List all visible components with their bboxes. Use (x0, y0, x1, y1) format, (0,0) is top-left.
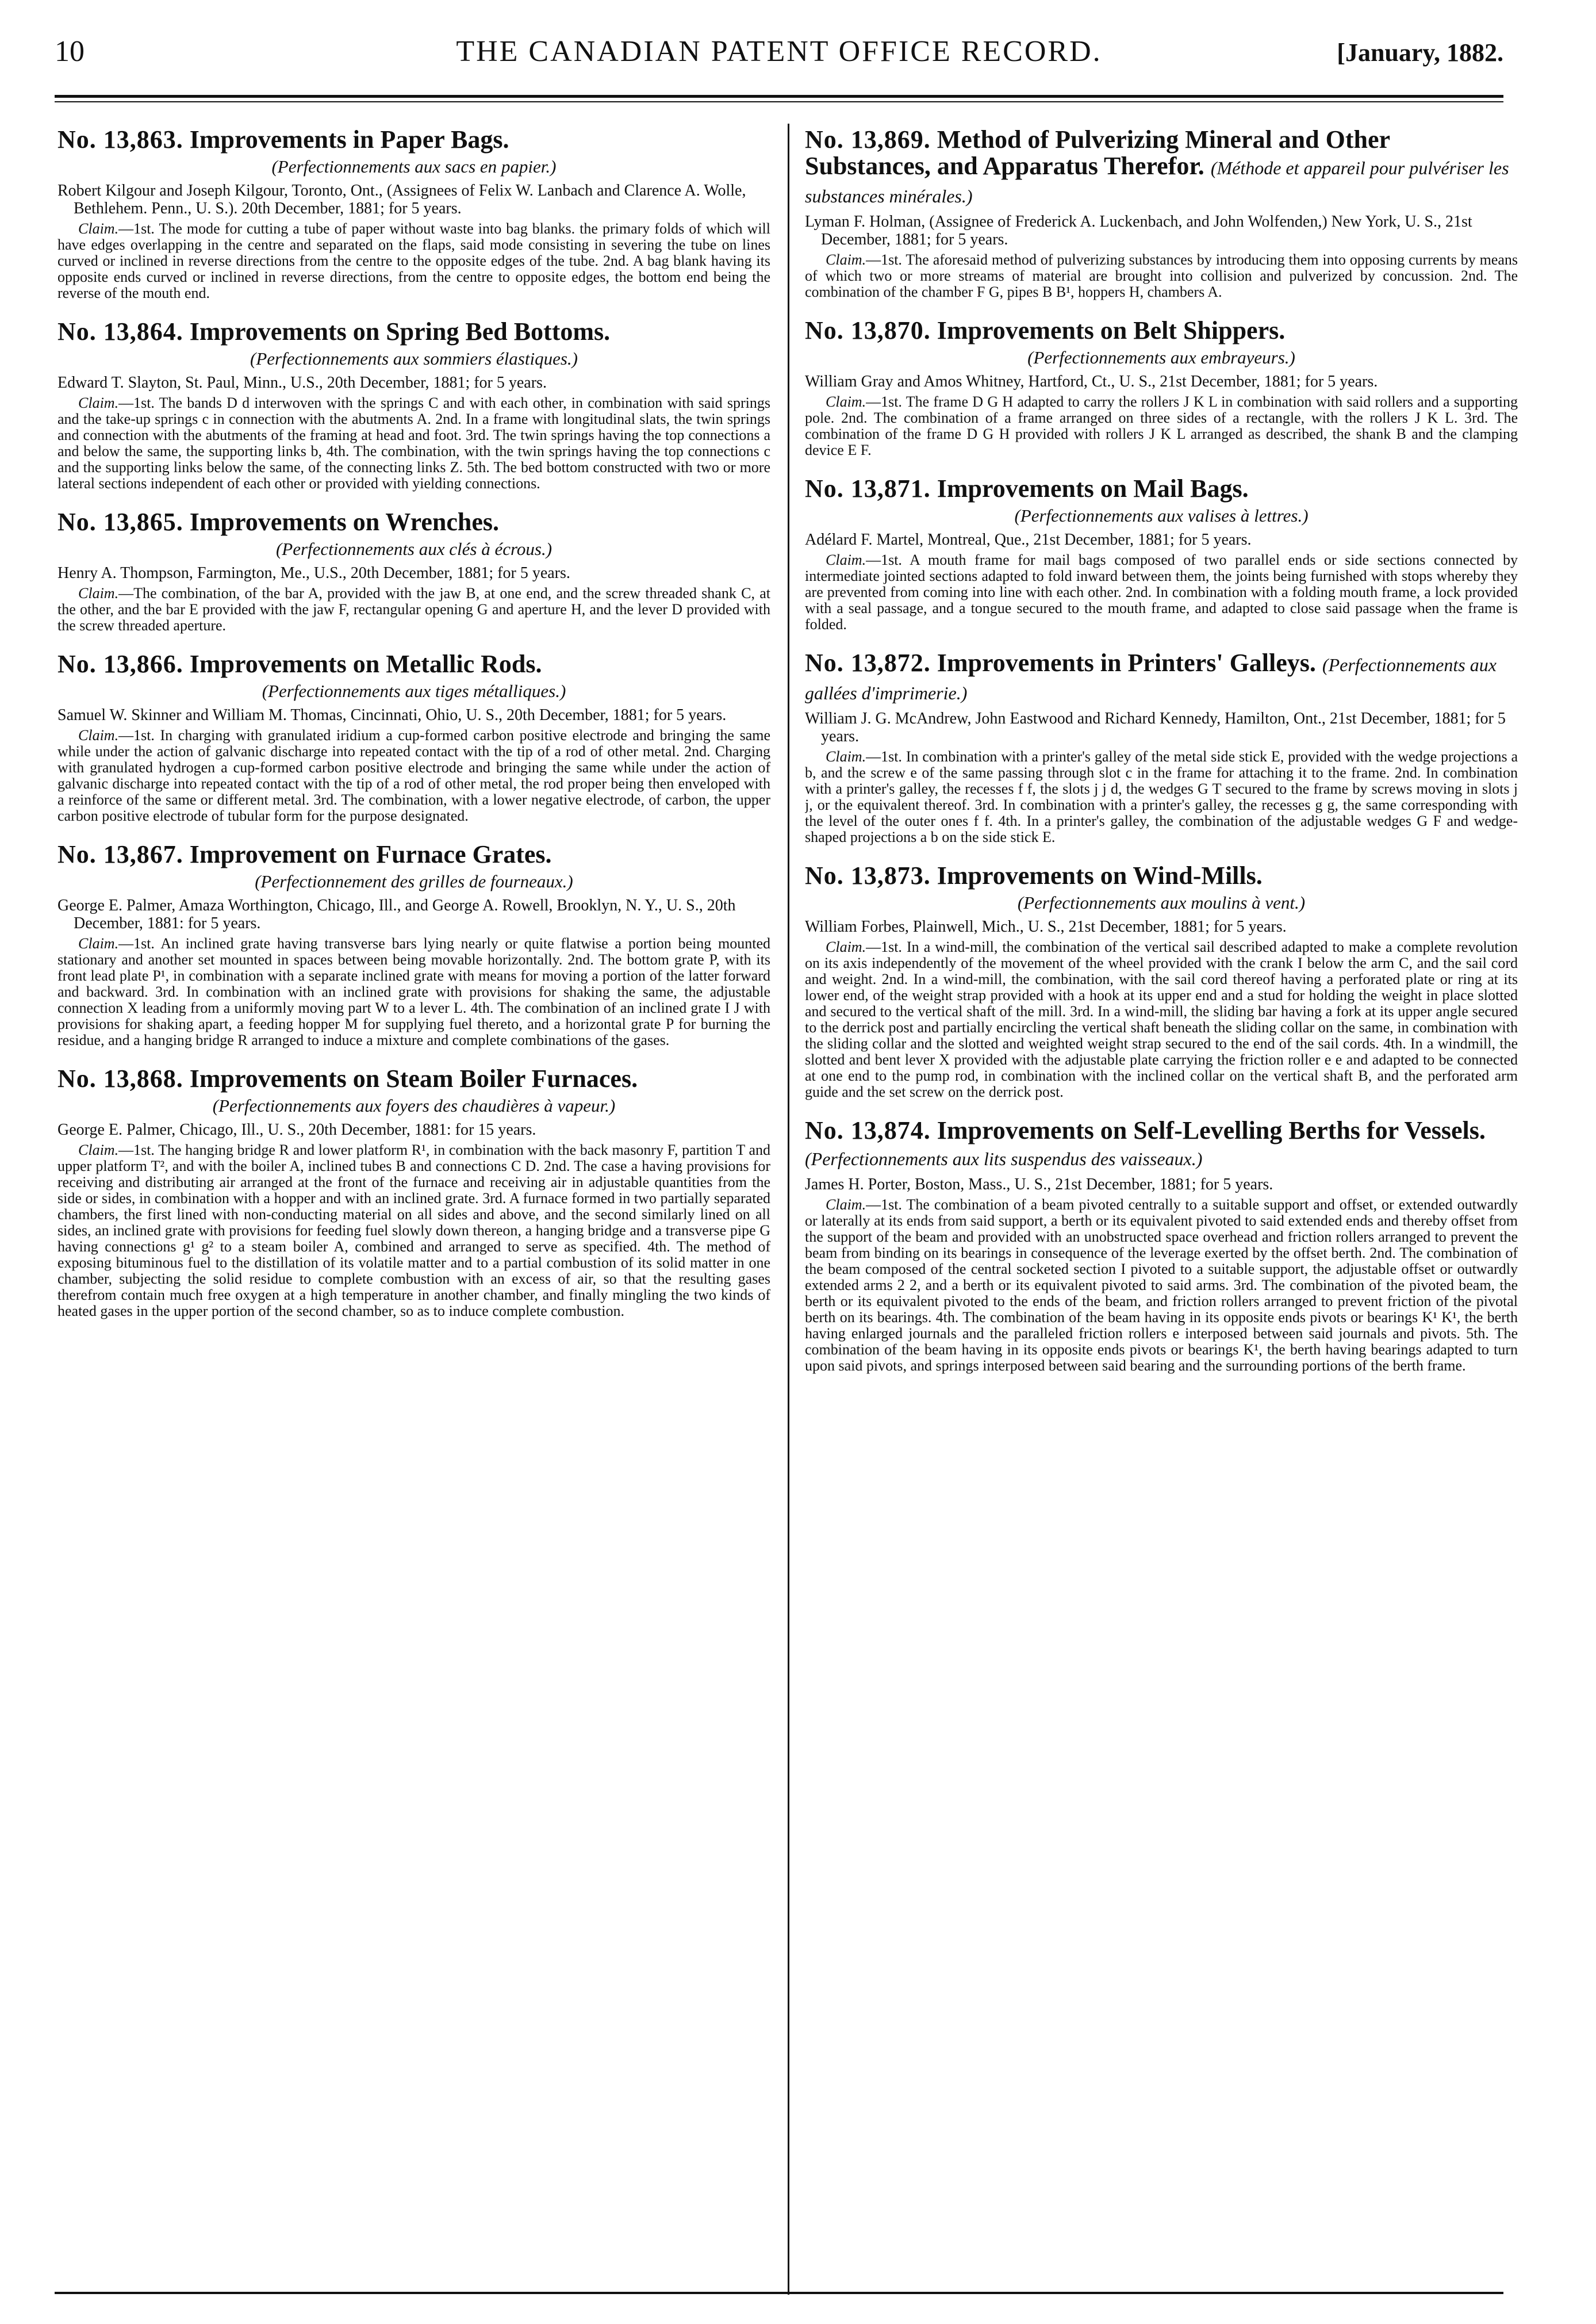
patent-claim (805, 394, 1518, 458)
patent-claim (57, 728, 770, 824)
claim-label: Claim. (826, 552, 866, 568)
patent-heading (57, 841, 770, 868)
claim-label: Claim. (78, 395, 119, 411)
patent-parties: George E. Palmer, Chicago, Ill., U. S., 20th December, 1881: for 15 years. (57, 1121, 536, 1139)
patent-heading (805, 863, 1518, 889)
patent-entry (805, 1117, 1518, 1374)
patent-translation: (Perfectionnements aux lits suspendus des vaisseaux.) (805, 1148, 1203, 1169)
patent-parties: William Gray and Amos Whitney, Hartford, Ct., U. S., 21st December, 1881; for 5 years. (805, 373, 1378, 390)
patent-entry (805, 863, 1518, 1100)
left-column (57, 127, 770, 2283)
patent-claim (805, 552, 1518, 633)
patent-heading (805, 1117, 1518, 1172)
patent-parties: Adélard F. Martel, Montreal, Que., 21st December, 1881; for 5 years. (805, 531, 1252, 549)
patent-number: No. 13,872. (805, 649, 931, 677)
patent-claim (57, 221, 770, 301)
claim-label: Claim. (826, 251, 866, 268)
patent-claim (57, 1142, 770, 1319)
claim-text: —1st. In charging with granulated iridium a cup-formed carbon positive electrode and bringing the same while under the action of galvanic discharge into repeated contact with the tip of a rod of other metal. 2nd. Charging with granulated hydrogen a cup-formed carbon positive electrode and bringing the same while under the action of galvanic discharge into repeated contact with the tip of a rod of other metal, the rod proper being then enveloped with a reinforce of the same or different metal. 3rd. The combination, with a lower negative electrode, of carbon, the upper carbon positive electrode of tubular form for the purpose designated. (57, 727, 770, 824)
patent-parties: Edward T. Slayton, St. Paul, Minn., U.S., 20th December, 1881; for 5 years. (57, 374, 547, 392)
patent-translation: (Perfectionnements aux embrayeurs.) (1027, 347, 1295, 367)
patent-parties: Lyman F. Holman, (Assignee of Frederick A. Luckenbach, and John Wolfenden,) New York, U. S., 21st December, 1881; for 5 years. (805, 213, 1472, 248)
patent-entry (805, 476, 1518, 633)
patent-heading (805, 317, 1518, 344)
patent-title: Improvements on Belt Shippers. (937, 316, 1286, 344)
issue-date: [January, 1882. (1337, 39, 1503, 67)
patent-heading (57, 509, 770, 535)
patent-translation: (Perfectionnements aux moulins à vent.) (1017, 893, 1306, 913)
patent-translation: (Méthode et appareil pour pulvériser les substances minérales.) (805, 158, 1509, 206)
header-rule-thick (55, 95, 1503, 98)
patent-number: No. 13,869. (805, 127, 931, 154)
patent-claim (805, 252, 1518, 300)
patent-heading (57, 651, 770, 677)
claim-text: —1st. The aforesaid method of pulverizing substances by introducing them into opposing currents by means of which two or more streams of material are brought into collision and pulverized by concussion. 2nd. The combination of the chamber F G, pipes B B¹, hoppers H, chambers A. (805, 251, 1518, 300)
patent-translation: (Perfectionnements aux valises à lettres.) (1014, 506, 1309, 526)
claim-text: —1st. In a wind-mill, the combination of the vertical sail described adapted to make a complete revolution on its axis independently of the movement of the wheel provided with the crank I below the arm C, and the sail cord and weight. 2nd. In a wind-mill, the combination, with the sail cord thereof having a perforated plate or ring at its lower end, of the weight strap provided with a hook at its upper end and a stud for holding the weight in place slotted and secured to the vertical shaft of the mill. 3rd. In a wind-mill, the sliding bar having a fork at its upper angle secured to the derrick post and partially encircling the vertical shaft beneath the sliding collar on the same, in combination with the sliding collar and the slotted and weighted weight strap secured to the end of the sail cords. 4th. In a windmill, the slotted and bent lever X provided with the adjustable plate carrying the friction roller e e and adapted to be connected at one end to the pump rod, in combination with the inclined collar on the vertical shaft B, and the perforated arm guide and the set screw on the derrick post. (805, 939, 1518, 1100)
patent-number: No. 13,864. (57, 317, 183, 346)
patent-heading (805, 476, 1518, 502)
patent-parties: Henry A. Thompson, Farmington, Me., U.S., 20th December, 1881; for 5 years. (57, 564, 570, 582)
patent-entry (57, 509, 770, 634)
patent-number: No. 13,866. (57, 650, 183, 678)
patent-title: Improvements on Mail Bags. (937, 474, 1249, 503)
patent-translation: (Perfectionnements aux clés à écrous.) (275, 539, 553, 559)
patent-number: No. 13,865. (57, 508, 183, 536)
patent-heading (57, 127, 770, 153)
claim-label: Claim. (826, 748, 866, 765)
publication-title: THE CANADIAN PATENT OFFICE RECORD. (456, 35, 1102, 68)
column-divider (788, 124, 789, 2295)
patent-entry (805, 650, 1518, 845)
patent-translation: (Perfectionnements aux sommiers élastiques.) (250, 349, 578, 369)
patent-claim (805, 1197, 1518, 1374)
claim-text: —1st. In combination with a printer's galley of the metal side stick E, provided with the wedge projections a b, and the screw e of the same passing through slot c in the frame for attaching it to the frame. 2nd. In combination with a printer's galley, the recesses f f, the slots j j d, the wedges G T secured to the frame by screws moving in slots j j, or the equivalent thereof. 3rd. In combination with a printer's galley, the recesses g g, the same corresponding with the level of the outer ones f f. 4th. In a printer's galley, the combination of the adjustable wedges G F and wedge-shaped projections a b on the side stick E. (805, 748, 1518, 845)
claim-text: —1st. The hanging bridge R and lower platform R¹, in combination with the back masonry F, partition T and upper platform T², and with the boiler A, inclined tubes B and connections C D. 2nd. The case a having provisions for receiving and distributing air arranged at the front of the furnace and receiving air in adjustable quantities from the side or sides, in combination with a hopper and with an inclined grate. 3rd. A furnace formed in two partially separated chambers, the first lined with non-conducting material on all sides and above, and the second similarly lined on all sides, an inclined grate with provisions for feeding fuel slowly down thereon, a hanging bridge and a transverse pipe G having connections g¹ g² to a steam boiler A, combined and arranged to serve as specified. 4th. The method of exposing bituminous fuel to the distillation of its volatile matter and to a partial combustion of its solid matter in one chamber, subjecting the solid residue to complete combustion with an excess of air, so that the resulting gases therefrom contain much free oxygen at a high temperature in another chamber, and finally mingling the two kinds of heated gases in the upper portion of the second chamber, so as to induce complete combustion. (57, 1142, 770, 1319)
patent-parties: Robert Kilgour and Joseph Kilgour, Toronto, Ont., (Assignees of Felix W. Lanbach and Clarence A. Wolle, Bethlehem. Penn., U. S.). 20th December, 1881; for 5 years. (57, 182, 746, 217)
page-number: 10 (55, 35, 85, 68)
patent-title: Improvements on Spring Bed Bottoms. (189, 317, 611, 346)
header-rule-thin (55, 101, 1503, 102)
footer-rule (55, 2292, 1503, 2294)
claim-label: Claim. (78, 220, 119, 237)
patent-parties: George E. Palmer, Amaza Worthington, Chicago, Ill., and George A. Rowell, Brooklyn, N. Y., U. S., 20th December, 1881: for 5 years. (57, 897, 736, 932)
claim-text: —1st. The bands D d interwoven with the springs C and with each other, in combination with said springs and the take-up springs c in connection with the abutments A. 2nd. In a frame with longitudinal slats, the twin springs and connection with the abutments of the framing at head and foot. 3rd. The twin springs having the top connections a and below the same, the supporting links b, 4th. The combination, with the twin springs having the top connections c and the supporting links below the same, of the connecting links Z. 5th. The bed bottom constructed with two or more lateral sections independent of each other or provided with yielding connections. (57, 395, 770, 492)
patent-claim (57, 936, 770, 1048)
patent-claim (57, 585, 770, 634)
patent-entry (57, 319, 770, 492)
claim-text: —1st. An inclined grate having transverse bars lying nearly or quite flatwise a portion being mounted stationary and another set mounted in spaces between being movable horizontally. 2nd. The bottom grate P, with its front lead plate P¹, in combination with a separate inclined grate with means for moving a portion of the latter forward and backward. 3rd. In combination with an inclined grate with provisions for shaking the same, the adjustable connection X leading from a uniformly moving part W to a lever L. 4th. The combination of an inclined grate I J with provisions for shaking apart, a feeding hopper M for supplying fuel thereto, and a horizontal grate P for burning the residue, and a hanging bridge R arranged to induce a mixture and complete combinations of the gases. (57, 935, 770, 1048)
claim-label: Claim. (78, 727, 119, 744)
patent-title: Improvements in Printers' Galleys. (937, 649, 1316, 677)
patent-number: No. 13,871. (805, 474, 931, 503)
patent-number: No. 13,868. (57, 1065, 183, 1093)
patent-parties: James H. Porter, Boston, Mass., U. S., 21st December, 1881; for 5 years. (805, 1176, 1273, 1193)
patent-heading (57, 1066, 770, 1092)
claim-label: Claim. (826, 939, 866, 955)
patent-entry (805, 317, 1518, 458)
patent-translation: (Perfectionnements aux foyers des chaudières à vapeur.) (212, 1096, 616, 1116)
patent-title: Improvements on Metallic Rods. (189, 650, 542, 678)
patent-title: Improvement on Furnace Grates. (189, 840, 552, 868)
patent-title: Improvements on Wrenches. (189, 508, 499, 536)
patent-title: Improvements on Steam Boiler Furnaces. (189, 1065, 638, 1093)
patent-entry (57, 1066, 770, 1319)
patent-title: Method of Pulverizing Mineral and Other Substances, and Apparatus Therefor. (805, 127, 1390, 180)
patent-number: No. 13,867. (57, 840, 183, 868)
claim-label: Claim. (78, 1142, 119, 1158)
claim-text: —1st. A mouth frame for mail bags composed of two parallel ends or side sections connected by intermediate jointed sections adapted to fold inward between them, the joints being furnished with stops whereby they are prevented from coming into line with each other. 2nd. In combination with a folding mouth frame, a lock provided with a seal passage, and a tongue secured to the mouth frame, and adapted to close said passage when the frame is folded. (805, 552, 1518, 633)
claim-label: Claim. (826, 393, 866, 410)
patent-heading (805, 650, 1518, 706)
patent-heading (57, 319, 770, 345)
claim-label: Claim. (78, 935, 119, 952)
patent-claim (805, 749, 1518, 845)
claim-text: —1st. The frame D G H adapted to carry the rollers J K L in combination with said rollers and a supporting pole. 2nd. The combination of a frame arranged on three sides of a rectangle, with the rollers J K L. 3rd. The combination of the frame D G H provided with rollers J K L arranged as described, the shank B and the clamping device E F. (805, 393, 1518, 458)
patent-translation: (Perfectionnements aux gallées d'imprimerie.) (805, 654, 1497, 703)
patent-heading (805, 127, 1518, 209)
claim-text: —1st. The mode for cutting a tube of paper without waste into bag blanks. the primary folds of which will have edges overlapping in the centre and separated on the flaps, said mode consisting in severing the tube on lines curved or inclined in reverse directions from the centre to the opposite edges of the tube. 2nd. A bag blank having its opposite ends curved or inclined in reverse directions, from the centre to opposite edges, the bottom end being the reverse of the mouth end. (57, 220, 770, 301)
patent-parties: William Forbes, Plainwell, Mich., U. S., 21st December, 1881; for 5 years. (805, 918, 1287, 936)
page-header (55, 35, 1503, 81)
patent-claim (57, 395, 770, 492)
claim-text: —1st. The combination of a beam pivoted centrally to a suitable support and offset, or extended outwardly or laterally at its ends from said support, a berth or its equivalent pivoted to said extended ends and thereby offset from the support of the beam and provided with an unobstructed space overhead and friction rollers arranged to prevent the beam from binding on its bearings in consequence of the leverage exerted by the offset berth. 2nd. The combination of the beam composed of the central socketed section I pivoted to a suitable support, the adjustable offset or outwardly extended arms 2 2, and a berth or its equivalent pivoted to said arms. 3rd. The combination of the pivoted beam, the berth or its equivalent pivoted to the ends of the beam, and friction rollers arranged to prevent friction of the pivotal berth on its bearings. 4th. The combination of the beam having in its opposite ends pivots or bearings K¹ K¹, the berth having enlarged journals and the paralleled friction rollers e interposed between said journals and pivots. 5th. The combination of the beam having in its opposite ends pivots or bearings K¹, the berth having bearings adapted to turn upon said pivots, and springs interposed between said bearing and the surrounding portions of the berth frame. (805, 1196, 1518, 1374)
patent-entry (57, 651, 770, 824)
claim-text: —The combination, of the bar A, provided with the jaw B, at one end, and the screw threaded shank C, at the other, and the bar E provided with the jaw F, rectangular opening G and aperture H, and the lever D provided with the screw threaded aperture. (57, 585, 770, 634)
claim-label: Claim. (78, 585, 119, 602)
right-column (805, 127, 1518, 2283)
patent-title: Improvements on Wind-Mills. (937, 862, 1263, 890)
patent-translation: (Perfectionnements aux sacs en papier.) (271, 156, 557, 177)
patent-entry (57, 841, 770, 1048)
patent-number: No. 13,863. (57, 127, 183, 154)
patent-entry (805, 127, 1518, 300)
patent-number: No. 13,874. (805, 1116, 931, 1144)
patent-claim (805, 939, 1518, 1100)
patent-title: Improvements on Self-Levelling Berths for Vessels. (937, 1116, 1486, 1144)
patent-title: Improvements in Paper Bags. (189, 127, 509, 154)
patent-parties: Samuel W. Skinner and William M. Thomas, Cincinnati, Ohio, U. S., 20th December, 1881; for 5 years. (57, 706, 727, 724)
claim-label: Claim. (826, 1196, 866, 1213)
patent-translation: (Perfectionnements aux tiges métalliques.) (262, 681, 566, 701)
patent-entry (57, 127, 770, 301)
patent-parties: William J. G. McAndrew, John Eastwood and Richard Kennedy, Hamilton, Ont., 21st December, 1881; for 5 years. (805, 710, 1506, 745)
patent-number: No. 13,870. (805, 316, 931, 344)
patent-translation: (Perfectionnement des grilles de fourneaux.) (255, 871, 573, 891)
patent-number: No. 13,873. (805, 862, 931, 890)
